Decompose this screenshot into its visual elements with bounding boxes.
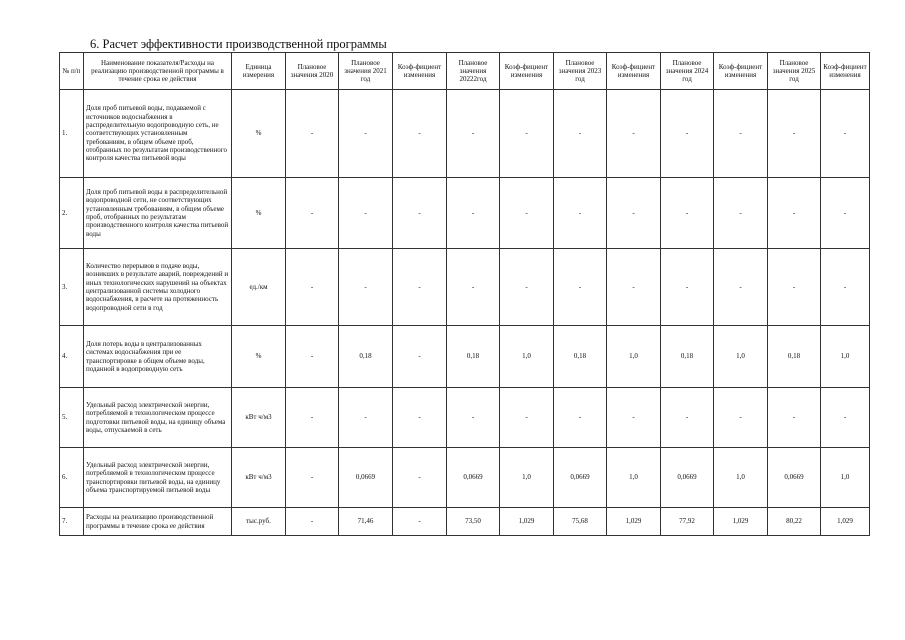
table-row	[60, 448, 870, 508]
indicator-name: Удельный расход электрической энергии, потребляемой в технологическом процессе подготовки питьевой воды, на единицу объема воды, отпускаемой в сеть	[84, 388, 232, 448]
value-cell: -	[339, 178, 393, 249]
value-cell: 0,18	[339, 326, 393, 388]
value-cell: 0,0669	[661, 448, 714, 508]
efficiency-table	[59, 52, 870, 536]
value-cell: -	[286, 388, 339, 448]
unit-cell: кВт ч/м3	[232, 448, 286, 508]
value-cell: -	[286, 326, 339, 388]
value-cell: -	[500, 90, 554, 178]
value-cell: 75,68	[554, 508, 607, 536]
value-cell: 1,0	[500, 448, 554, 508]
row-number: 5.	[60, 388, 84, 448]
value-cell: -	[339, 388, 393, 448]
value-cell: -	[393, 249, 447, 326]
value-cell: -	[554, 90, 607, 178]
header-cell: Коэф-фициент изменения	[393, 53, 447, 90]
value-cell: -	[661, 388, 714, 448]
value-cell: -	[339, 249, 393, 326]
value-cell: -	[447, 178, 500, 249]
value-cell: -	[607, 90, 661, 178]
value-cell: 1,0	[821, 448, 870, 508]
table-row	[60, 326, 870, 388]
value-cell: -	[500, 249, 554, 326]
value-cell: -	[554, 178, 607, 249]
value-cell: 1,029	[821, 508, 870, 536]
value-cell: -	[661, 249, 714, 326]
value-cell: -	[286, 508, 339, 536]
unit-cell: тыс.руб.	[232, 508, 286, 536]
value-cell: 1,029	[714, 508, 768, 536]
value-cell: -	[393, 388, 447, 448]
value-cell: -	[500, 178, 554, 249]
value-cell: 1,0	[607, 326, 661, 388]
header-cell: Плановое значения 20222год	[447, 53, 500, 90]
value-cell: -	[768, 249, 821, 326]
header-cell: Плановое значения 2023 год	[554, 53, 607, 90]
value-cell: -	[393, 178, 447, 249]
unit-cell: кВт ч/м3	[232, 388, 286, 448]
value-cell: -	[286, 448, 339, 508]
header-cell: Плановое значения 2025 год	[768, 53, 821, 90]
value-cell: 0,0669	[768, 448, 821, 508]
value-cell: -	[500, 388, 554, 448]
header-cell: Коэф-фициент изменения	[821, 53, 870, 90]
value-cell: 73,50	[447, 508, 500, 536]
value-cell: -	[286, 249, 339, 326]
value-cell: 80,22	[768, 508, 821, 536]
value-cell: -	[393, 448, 447, 508]
value-cell: 1,0	[714, 326, 768, 388]
table-row	[60, 388, 870, 448]
indicator-name: Доля потерь воды в централизованных системах водоснабжения при ее транспортировке в общем объеме воды, поданной в водопроводную сеть	[84, 326, 232, 388]
value-cell: 0,0669	[339, 448, 393, 508]
header-cell: Коэф-фициент изменения	[607, 53, 661, 90]
value-cell: -	[768, 90, 821, 178]
header-cell: Плановое значения 2020	[286, 53, 339, 90]
indicator-name: Удельный расход электрической энергии, потребляемой в технологическом процессе транспортировки питьевой воды, на единицу объема транспортируемой питьевой воды	[84, 448, 232, 508]
value-cell: -	[393, 90, 447, 178]
indicator-name: Доля проб питьевой воды, подаваемой с источников водоснабжения в распределительную водопроводную сеть, не соответствующих установленным требованиям, в общем объеме проб, отобранных по результатам производственного контроля качества питьевой воды	[84, 90, 232, 178]
unit-cell: ед./км	[232, 249, 286, 326]
value-cell: -	[714, 388, 768, 448]
value-cell: -	[714, 178, 768, 249]
value-cell: 1,029	[500, 508, 554, 536]
value-cell: -	[821, 178, 870, 249]
value-cell: 1,0	[500, 326, 554, 388]
indicator-name: Доля проб питьевой воды в распределительной водопроводной сети, не соответствующих установленным требованиям, в общем объеме проб, отобранных по результатам производственного контроля качества питьевой воды	[84, 178, 232, 249]
value-cell: -	[447, 249, 500, 326]
value-cell: -	[661, 178, 714, 249]
value-cell: -	[393, 326, 447, 388]
value-cell: -	[339, 90, 393, 178]
value-cell: 71,46	[339, 508, 393, 536]
value-cell: 1,0	[821, 326, 870, 388]
row-number: 3.	[60, 249, 84, 326]
value-cell: -	[286, 178, 339, 249]
value-cell: -	[447, 90, 500, 178]
value-cell: -	[821, 388, 870, 448]
value-cell: -	[447, 388, 500, 448]
value-cell: -	[554, 249, 607, 326]
value-cell: 0,18	[447, 326, 500, 388]
indicator-name: Расходы на реализацию производственной программы в течение срока ее действия	[84, 508, 232, 536]
value-cell: -	[554, 388, 607, 448]
value-cell: 0,0669	[554, 448, 607, 508]
value-cell: -	[661, 90, 714, 178]
row-number: 2.	[60, 178, 84, 249]
table-row	[60, 249, 870, 326]
unit-cell: %	[232, 90, 286, 178]
value-cell: 0,18	[661, 326, 714, 388]
value-cell: 0,0669	[447, 448, 500, 508]
value-cell: 1,0	[607, 448, 661, 508]
section-title: 6. Расчет эффективности производственной программы	[90, 37, 387, 51]
value-cell: 0,18	[554, 326, 607, 388]
value-cell: 1,0	[714, 448, 768, 508]
row-number: 4.	[60, 326, 84, 388]
indicator-name: Количество перерывов в подаче воды, возникших в результате аварий, повреждений и иных технологических нарушений на объектах централизованной системы холодного водоснабжения, в расчете на протяженность водопроводной сети в год	[84, 249, 232, 326]
value-cell: 77,92	[661, 508, 714, 536]
value-cell: -	[607, 178, 661, 249]
header-cell: Единица измерения	[232, 53, 286, 90]
value-cell: 0,18	[768, 326, 821, 388]
row-number: 1.	[60, 90, 84, 178]
value-cell: -	[607, 249, 661, 326]
header-cell: № п/п	[60, 53, 84, 90]
header-cell: Плановое значения 2024 год	[661, 53, 714, 90]
value-cell: -	[768, 178, 821, 249]
unit-cell: %	[232, 326, 286, 388]
value-cell: -	[714, 249, 768, 326]
table-row	[60, 90, 870, 178]
value-cell: -	[821, 249, 870, 326]
value-cell: -	[286, 90, 339, 178]
header-cell: Плановое значения 2021 год	[339, 53, 393, 90]
row-number: 6.	[60, 448, 84, 508]
table-row	[60, 178, 870, 249]
value-cell: 1,029	[607, 508, 661, 536]
unit-cell: %	[232, 178, 286, 249]
value-cell: -	[714, 90, 768, 178]
value-cell: -	[821, 90, 870, 178]
row-number: 7.	[60, 508, 84, 536]
header-cell: Коэф-фициент изменения	[500, 53, 554, 90]
header-row	[60, 53, 870, 90]
value-cell: -	[607, 388, 661, 448]
header-cell: Коэф-фициент изменения	[714, 53, 768, 90]
value-cell: -	[768, 388, 821, 448]
table-row	[60, 508, 870, 536]
header-cell: Наименование показателя/Расходы на реализацию производственной программы в течение срока ее действия	[84, 53, 232, 90]
value-cell: -	[393, 508, 447, 536]
